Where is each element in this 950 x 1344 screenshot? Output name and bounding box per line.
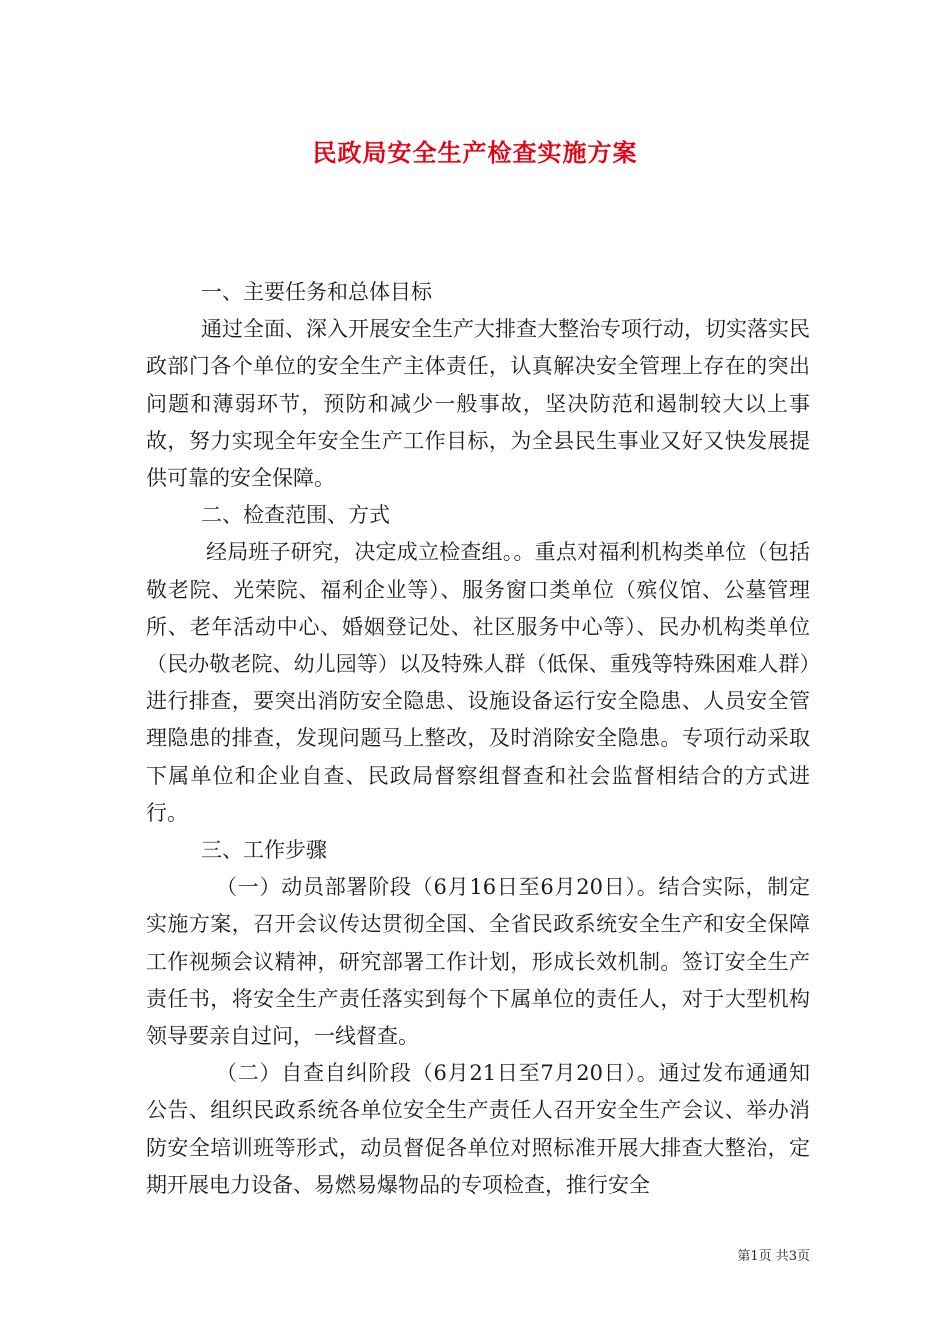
section-heading-3: 三、工作步骤: [201, 838, 327, 863]
document-title: 民政局安全生产检查实施方案: [312, 138, 638, 167]
section-heading-2: 二、检查范围、方式: [201, 503, 390, 528]
section-heading-1: 一、主要任务和总体目标: [201, 280, 432, 304]
section-3-paragraph-1: （一）动员部署阶段（6月16日至6月20日）。结合实际，制定实施方案，召开会议传达贯彻全国、全省民政系统安全生产和安全保障工作视频会议精神，研究部署工作计划，形成长效机制。签订安全生产责任书，将安全生产责任落实到每个下属单位的责任人，对于大型机构领导要亲自过问，一线督查。: [146, 875, 810, 1049]
document-body: [146, 274, 810, 1204]
section-1-paragraph-1: 通过全面、深入开展安全生产大排查大整治专项行动，切实落实民政部门各个单位的安全生产主体责任，认真解决安全管理上存在的突出问题和薄弱环节，预防和减少一般事故，坚决防范和遏制较大以上事故，努力实现全年安全生产工作目标，为全县民生事业又好又快发展提供可靠的安全保障。: [146, 317, 810, 491]
page-number: 第1页 共3页: [737, 1249, 810, 1264]
section-2-paragraph-1: 经局班子研究，决定成立检查组。。重点对福利机构类单位（包括敬老院、光荣院、福利企业等）、服务窗口类单位（殡仪馆、公墓管理所、老年活动中心、婚姻登记处、社区服务中心等）、民办机构类单位（民办敬老院、幼儿园等）以及特殊人群（低保、重残等特殊困难人群）进行排查，要突出消防安全隐患、设施设备运行安全隐患、人员安全管理隐患的排查，发现问题马上整改，及时消除安全隐患。专项行动采取下属单位和企业自查、民政局督察组督查和社会监督相结合的方式进行。: [146, 540, 810, 825]
section-3-paragraph-2: （二）自查自纠阶段（6月21日至7月20日）。通过发布通通知公告、组织民政系统各单位安全生产责任人召开安全生产会议、举办消防安全培训班等形式，动员督促各单位对照标准开展大排查大整治，定期开展电力设备、易燃易爆物品的专项检查，推行安全: [146, 1061, 810, 1197]
